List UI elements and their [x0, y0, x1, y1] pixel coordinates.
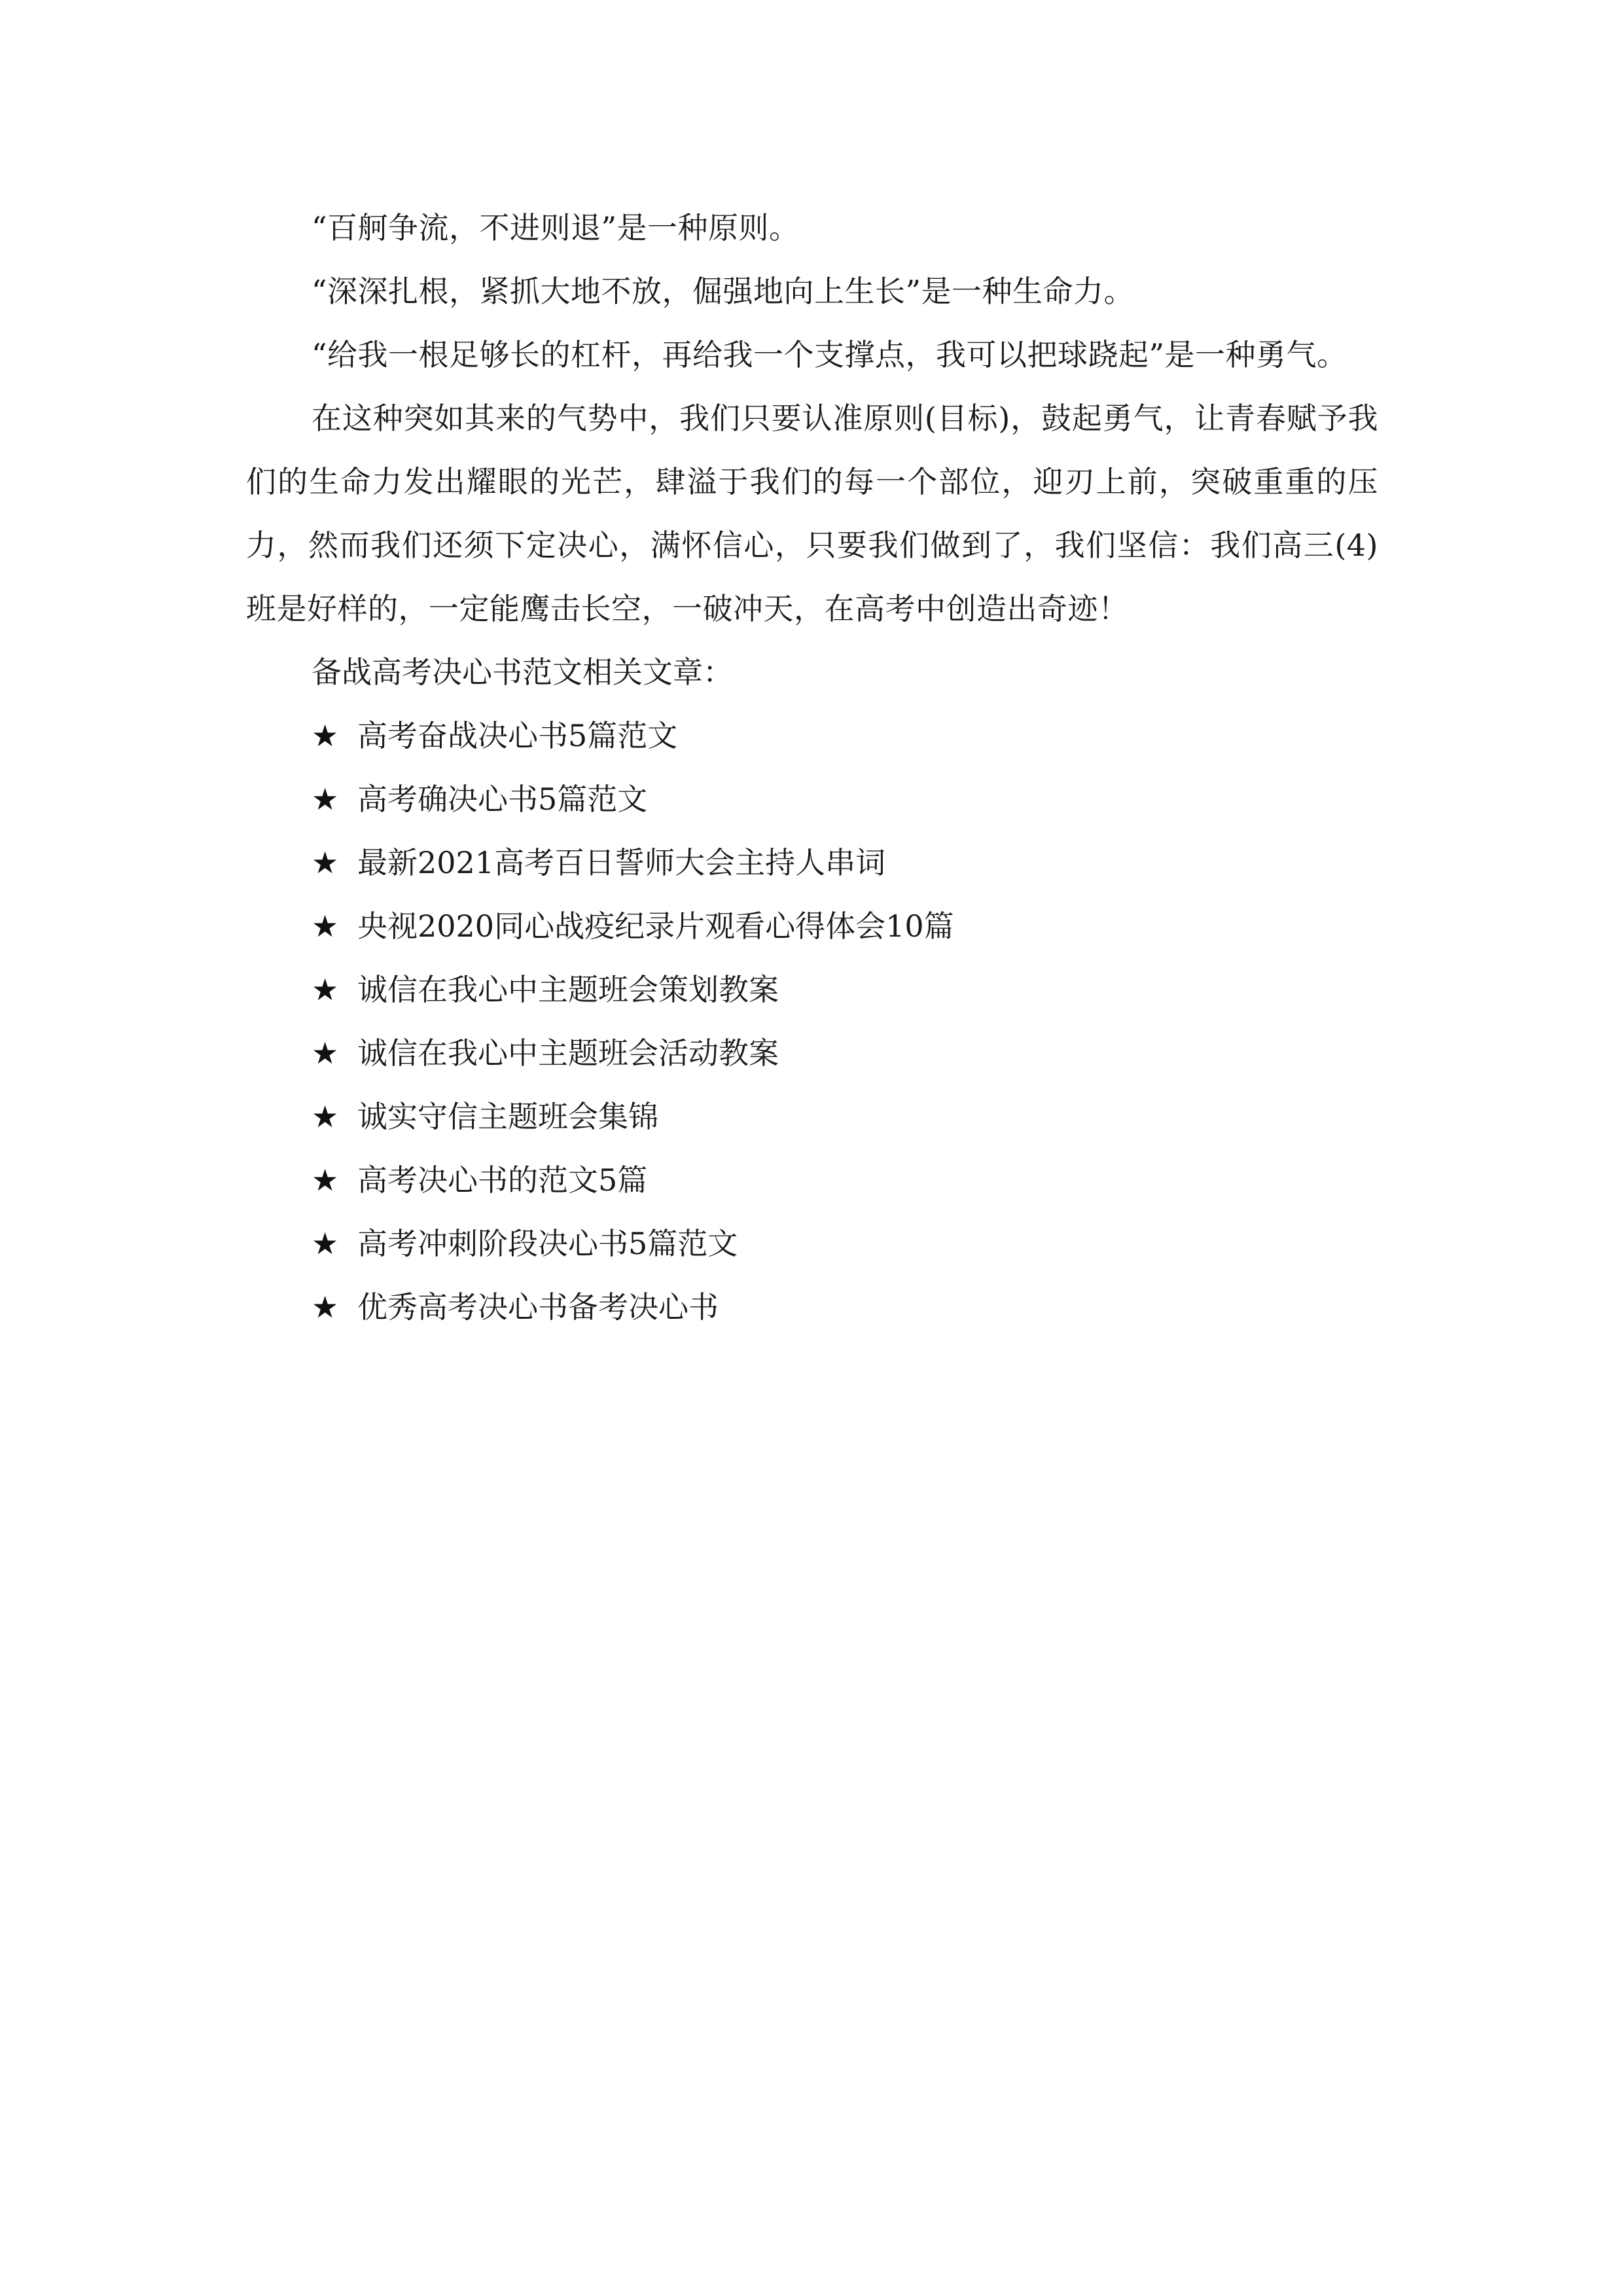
- related-article-link[interactable]: 高考冲刺阶段决心书5篇范文: [357, 1226, 738, 1261]
- star-icon: ★: [312, 908, 339, 944]
- list-item[interactable]: [246, 1022, 1378, 1085]
- star-icon: ★: [312, 1099, 339, 1134]
- related-articles-list: [246, 704, 1378, 1339]
- related-article-link[interactable]: 诚实守信主题班会集锦: [357, 1099, 658, 1134]
- related-article-link[interactable]: 诚信在我心中主题班会活动教案: [357, 1035, 779, 1071]
- list-item[interactable]: [246, 958, 1378, 1022]
- paragraph: “深深扎根，紧抓大地不放，倔强地向上生长”是一种生命力。: [312, 274, 1135, 309]
- related-article-link[interactable]: 高考决心书的范文5篇: [357, 1162, 648, 1198]
- related-article-link[interactable]: 诚信在我心中主题班会策划教案: [357, 972, 779, 1007]
- list-item[interactable]: [246, 1212, 1378, 1276]
- star-icon: ★: [312, 1289, 339, 1325]
- document-body: [246, 196, 1378, 1339]
- list-item[interactable]: [246, 895, 1378, 958]
- star-icon: ★: [312, 1035, 339, 1071]
- paragraph: “给我一根足够长的杠杆，再给我一个支撑点，我可以把球跷起”是一种勇气。: [312, 337, 1347, 372]
- list-item[interactable]: [246, 768, 1378, 831]
- star-icon: ★: [312, 972, 339, 1007]
- related-article-link[interactable]: 高考确决心书5篇范文: [357, 781, 648, 817]
- paragraph: “百舸争流，不进则退”是一种原则。: [312, 210, 800, 245]
- list-item[interactable]: [246, 1276, 1378, 1339]
- related-articles-title: 备战高考决心书范文相关文章：: [312, 655, 733, 690]
- related-article-link[interactable]: 央视2020同心战疫纪录片观看心得体会10篇: [357, 908, 954, 944]
- star-icon: ★: [312, 781, 339, 817]
- list-item[interactable]: [246, 1149, 1378, 1212]
- star-icon: ★: [312, 845, 339, 880]
- star-icon: ★: [312, 1162, 339, 1198]
- related-article-link[interactable]: 高考奋战决心书5篇范文: [357, 718, 678, 753]
- list-item[interactable]: [246, 831, 1378, 895]
- star-icon: ★: [312, 1226, 339, 1261]
- paragraph: 在这种突如其来的气势中，我们只要认准原则(目标)，鼓起勇气，让青春赋予我们的生命力发出耀眼的光芒，肆溢于我们的每一个部位，迎刃上前，突破重重的压力，然而我们还须下定决心，满怀信心，只要我们做到了，我们坚信：我们高三(4)班是好样的，一定能鹰击长空，一破冲天，在高考中创造出奇迹！: [246, 401, 1378, 626]
- related-article-link[interactable]: 优秀高考决心书备考决心书: [357, 1289, 719, 1325]
- related-article-link[interactable]: 最新2021高考百日誓师大会主持人串词: [357, 845, 886, 880]
- list-item[interactable]: [246, 1085, 1378, 1149]
- star-icon: ★: [312, 718, 339, 753]
- list-item[interactable]: [246, 704, 1378, 768]
